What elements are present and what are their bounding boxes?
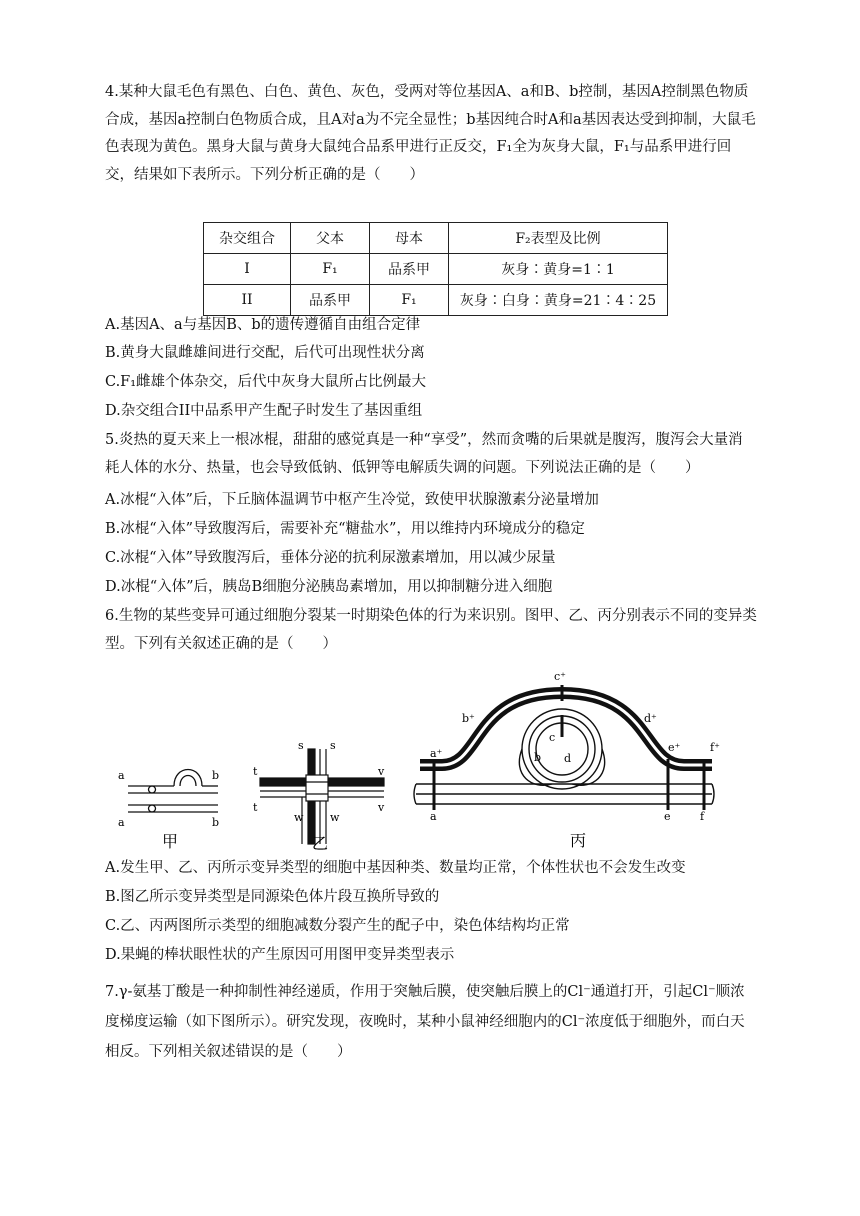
gene-label-e: e [664, 810, 671, 823]
gene-label-b: b [212, 769, 220, 782]
table-header: 母本 [370, 223, 449, 254]
q7-stem: 7.γ-氨基丁酸是一种抑制性神经递质，作用于突触后膜，使突触后膜上的Cl⁻通道打开，引起Cl⁻顺浓度梯度运输（如下图所示）。研究发现，夜晚时，某种小鼠神经细胞内的Cl⁻浓度低于细胞外，而白天相反。下列相关叙述错误的是（ ） [105, 984, 745, 1060]
gene-label-b: b [534, 751, 542, 764]
figure-caption-jia: 甲 [162, 832, 179, 850]
figure-bing [412, 665, 744, 850]
q4-option-b: B.黄身大鼠雌雄间进行交配，后代可出现性状分离 [105, 345, 425, 361]
figure-jia [112, 750, 230, 850]
q5-option-c: C.冰棍“入体”导致腹泻后，垂体分泌的抗利尿激素增加，用以减少尿量 [105, 550, 556, 566]
gene-label-t: t [253, 765, 258, 778]
table-cell: 灰身∶黄身=1∶1 [449, 254, 668, 285]
gene-label-a: a [118, 769, 125, 782]
gene-label-a-plus: a⁺ [430, 747, 443, 760]
table-row [204, 285, 668, 316]
gene-label-d: d [564, 752, 572, 765]
gene-label-c: c [549, 731, 556, 744]
q6-option-b: B.图乙所示变异类型是同源染色体片段互换所导致的 [105, 889, 440, 905]
table-header: 杂交组合 [204, 223, 291, 254]
table-cell: II [204, 285, 291, 316]
gene-label-t: t [253, 801, 258, 814]
q4-option-d: D.杂交组合II中品系甲产生配子时发生了基因重组 [105, 403, 423, 419]
gene-label-b: b [212, 816, 220, 829]
table-cell: 品系甲 [291, 285, 370, 316]
gene-label-b-plus: b⁺ [462, 712, 475, 725]
gene-label-v: v [378, 765, 385, 778]
gene-label-c-plus: c⁺ [554, 670, 566, 683]
table-cell: I [204, 254, 291, 285]
q6-option-d: D.果蝇的棒状眼性状的产生原因可用图甲变异类型表示 [105, 947, 455, 963]
gene-label-s: s [330, 739, 336, 752]
cross-result-table [203, 222, 668, 316]
gene-label-s: s [298, 739, 304, 752]
table-cell: F₁ [370, 285, 449, 316]
table-row [204, 254, 668, 285]
table-cell: F₁ [291, 254, 370, 285]
gene-label-a: a [430, 810, 437, 823]
table-cell: 品系甲 [370, 254, 449, 285]
gene-label-v: v [378, 801, 385, 814]
gene-label-w: w [294, 811, 304, 824]
table-header: F₂表型及比例 [449, 223, 668, 254]
q6-option-c: C.乙、丙两图所示类型的细胞减数分裂产生的配子中，染色体结构均正常 [105, 918, 570, 934]
q4-option-a: A.基因A、a与基因B、b的遗传遵循自由组合定律 [105, 317, 421, 333]
figure-caption-yi: 乙 [312, 834, 329, 850]
q5-option-a: A.冰棍“入体”后，下丘脑体温调节中枢产生冷觉，致使甲状腺激素分泌量增加 [105, 492, 599, 508]
gene-label-e-plus: e⁺ [668, 741, 681, 754]
gene-label-d-plus: d⁺ [644, 712, 657, 725]
q5-option-b: B.冰棍“入体”导致腹泻后，需要补充“糖盐水”，用以维持内环境成分的稳定 [105, 521, 585, 537]
q5-option-d: D.冰棍“入体”后，胰岛B细胞分泌胰岛素增加，用以抑制糖分进入细胞 [105, 579, 553, 595]
gene-label-f: f [700, 810, 705, 823]
figure-caption-bing: 丙 [570, 831, 587, 850]
q5-stem: 5.炎热的夏天来上一根冰棍，甜甜的感觉真是一种“享受”，然而贪嘴的后果就是腹泻，腹泻会大量消耗人体的水分、热量，也会导致低钠、低钾等电解质失调的问题。下列说法正确的是（ ） [105, 432, 743, 476]
gene-label-f-plus: f⁺ [710, 741, 720, 754]
q6-option-a: A.发生甲、乙、丙所示变异类型的细胞中基因种类、数量均正常，个体性状也不会发生改变 [105, 860, 686, 876]
table-cell: 灰身∶白身∶黄身=21∶4∶25 [449, 285, 668, 316]
gene-label-w: w [330, 811, 340, 824]
gene-label-a: a [118, 816, 125, 829]
table-header: 父本 [291, 223, 370, 254]
table-header-row [204, 223, 668, 254]
q4-option-c: C.F₁雌雄个体杂交，后代中灰身大鼠所占比例最大 [105, 374, 427, 390]
q6-stem: 6.生物的某些变异可通过细胞分裂某一时期染色体的行为来识别。图甲、乙、丙分别表示不同的变异类型。下列有关叙述正确的是（ ） [105, 608, 757, 652]
figure-yi [250, 735, 390, 850]
q4-stem: 4.某种大鼠毛色有黑色、白色、黄色、灰色，受两对等位基因A、a和B、b控制，基因A控制黑色物质合成，基因a控制白色物质合成，且A对a为不完全显性；b基因纯合时A和a基因表达受到抑制，大鼠毛色表现为黄色。黑身大鼠与黄身大鼠纯合品系甲进行正反交，F₁全为灰身大鼠，F₁与品系甲进行回交，结果如下表所示。下列分析正确的是（ ） [105, 84, 756, 183]
